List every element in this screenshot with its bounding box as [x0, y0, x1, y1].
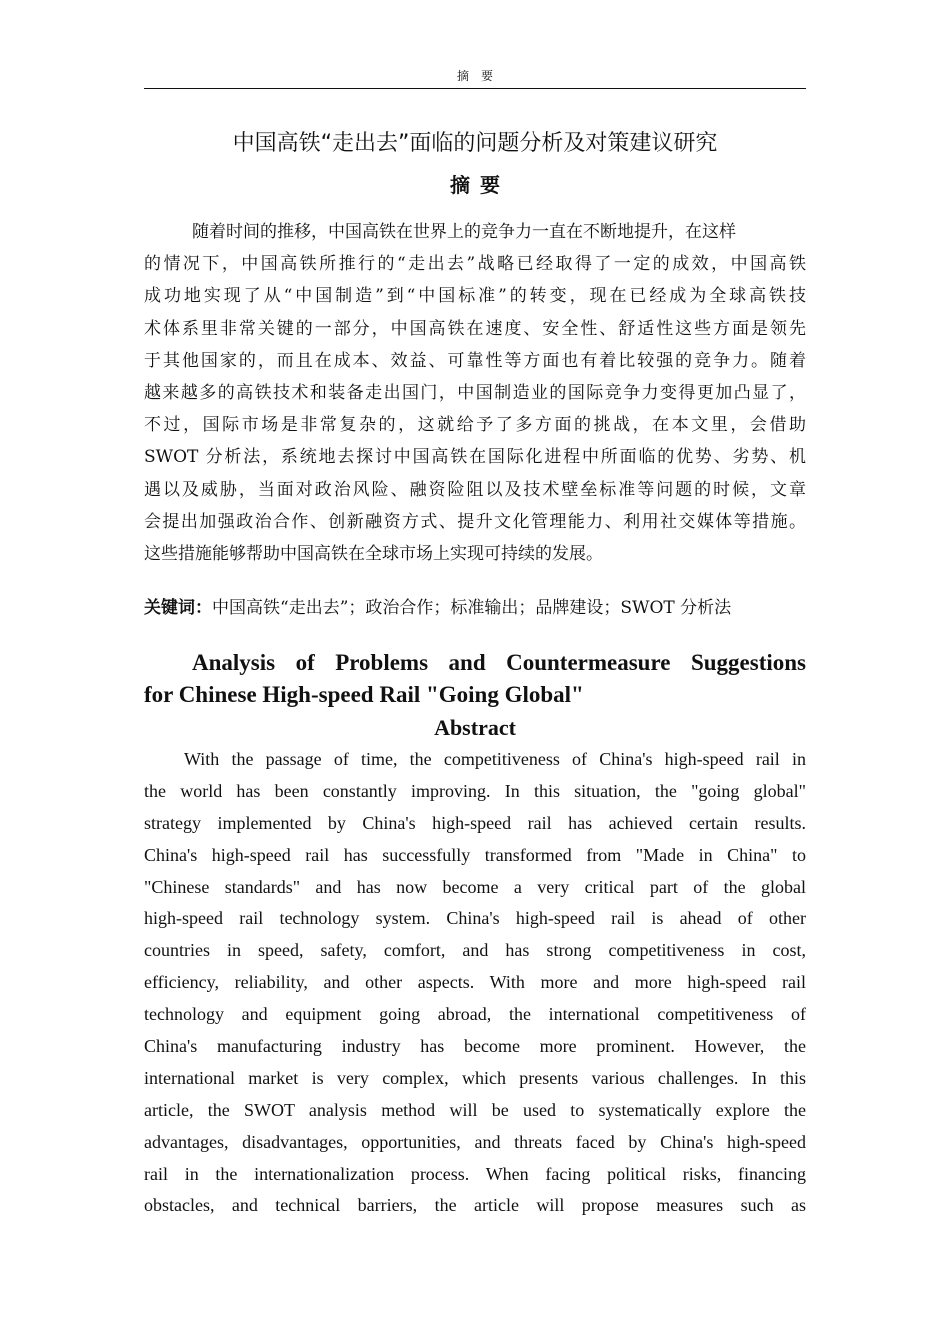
- english-abstract-line: advantages, disadvantages, opportunities, and threats faced by China's high-speed: [144, 1131, 806, 1152]
- english-abstract-line: obstacles, and technical barriers, the article will propose measures such as: [144, 1195, 806, 1216]
- english-abstract-line: the world has been constantly improving. In this situation, the "going global": [144, 780, 806, 801]
- chinese-title: 中国高铁“走出去”面临的问题分析及对策建议研究: [232, 131, 718, 156]
- english-abstract-line: article, the SWOT analysis method will be used to systematically explore the: [144, 1099, 806, 1120]
- chinese-abstract-line: 这些措施能够帮助中国高铁在全球市场上实现可持续的发展。: [144, 543, 603, 564]
- english-abstract-line: efficiency, reliability, and other aspects. With more and more high-speed rail: [144, 972, 806, 993]
- english-abstract-line: China's high-speed rail has successfully transformed from "Made in China" to: [144, 844, 806, 865]
- chinese-abstract-line: 越来越多的高铁技术和装备走出国门，中国制造业的国际竞争力变得更加凸显了，: [144, 382, 806, 403]
- header-divider: [144, 88, 806, 89]
- english-abstract-body: [144, 744, 806, 1222]
- english-abstract-line: high-speed rail technology system. China's high-speed rail is ahead of other: [144, 908, 806, 929]
- chinese-keywords: [144, 592, 806, 624]
- chinese-abstract-line: 遇以及威胁，当面对政治风险、融资险阻以及技术壁垒标准等问题的时候，文章: [144, 479, 806, 500]
- chinese-abstract-line: 的情况下，中国高铁所推行的“走出去”战略已经取得了一定的成效，中国高铁: [144, 254, 806, 275]
- english-abstract-line: "Chinese standards" and has now become a very critical part of the global: [144, 876, 806, 897]
- english-abstract-line: technology and equipment going abroad, the international competitiveness of: [144, 1004, 806, 1025]
- english-abstract-heading: Abstract: [434, 715, 516, 740]
- english-abstract-line: With the passage of time, the competitiveness of China's high-speed rail in: [184, 749, 806, 769]
- chinese-abstract-line: 随着时间的推移，中国高铁在世界上的竞争力一直在不断地提升，在这样: [192, 222, 736, 242]
- english-title-line-1: Analysis of Problems and Countermeasure Suggestions: [192, 650, 806, 675]
- chinese-abstract-line: 不过，国际市场是非常复杂的，这就给予了多方面的挑战，在本文里，会借助: [144, 415, 806, 436]
- chinese-abstract-line: 成功地实现了从“中国制造”到“中国标准”的转变，现在已经成为全球高铁技: [144, 286, 806, 307]
- english-abstract-line: international market is very complex, which presents various challenges. In this: [144, 1067, 806, 1088]
- chinese-abstract-heading: 摘要: [450, 173, 510, 197]
- english-abstract-line: strategy implemented by China's high-speed rail has achieved certain results.: [144, 812, 806, 833]
- english-abstract-line: China's manufacturing industry has become more prominent. However, the: [144, 1036, 806, 1057]
- running-header: 摘要: [456, 69, 505, 83]
- english-abstract-line: countries in speed, safety, comfort, and has strong competitiveness in cost,: [144, 940, 806, 961]
- chinese-abstract-line: SWOT 分析法，系统地去探讨中国高铁在国际化进程中所面临的优势、劣势、机: [144, 447, 806, 468]
- chinese-abstract-body: [144, 216, 806, 570]
- chinese-abstract-line: 会提出加强政治合作、创新融资方式、提升文化管理能力、利用社交媒体等措施。: [144, 511, 806, 532]
- keywords-label: 关键词：: [144, 598, 212, 618]
- english-title: [144, 647, 806, 711]
- chinese-abstract-line: 术体系里非常关键的一部分，中国高铁在速度、安全性、舒适性这些方面是领先: [144, 318, 806, 339]
- english-title-line-2: for Chinese High-speed Rail "Going Global": [144, 682, 584, 707]
- english-abstract-line: rail in the internationalization process. When facing political risks, financing: [144, 1163, 806, 1184]
- keywords-text: 中国高铁“走出去”；政治合作；标准输出；品牌建设；SWOT 分析法: [212, 598, 732, 618]
- chinese-abstract-line: 于其他国家的，而且在成本、效益、可靠性等方面也有着比较强的竞争力。随着: [144, 350, 806, 371]
